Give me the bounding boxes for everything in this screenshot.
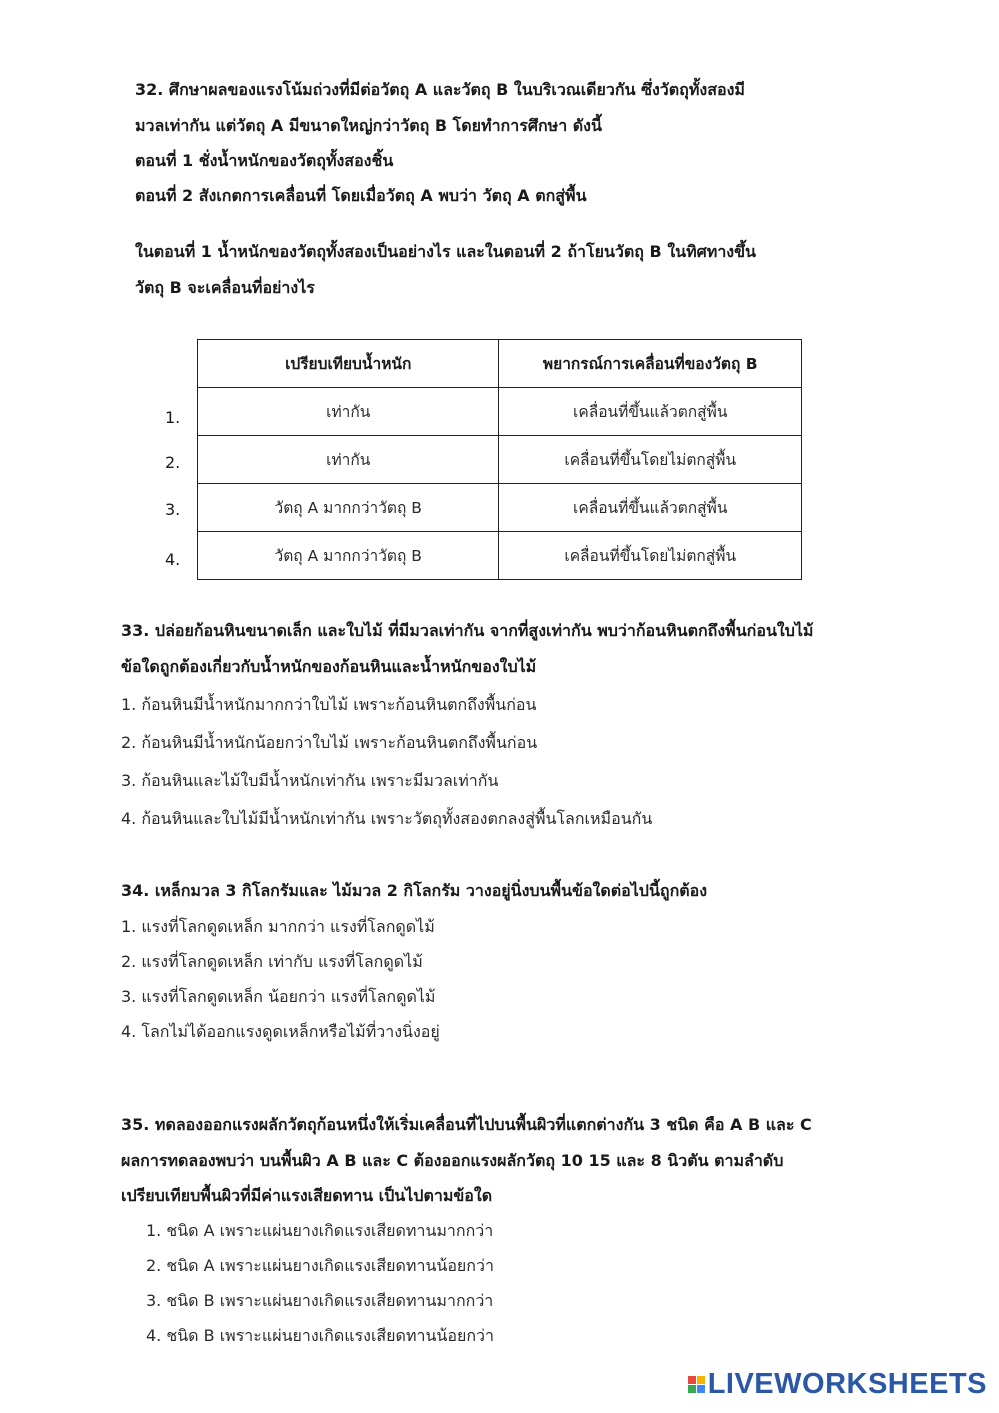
- q32-line-3: ตอนที่ 1 ชั่งน้ำหนักของวัตถุทั้งสองชิ้น: [135, 151, 394, 170]
- table-row[interactable]: [198, 436, 802, 484]
- cell-motion: เคลื่อนที่ขึ้นแล้วตกสู่พื้น: [499, 388, 802, 436]
- q33-option-4[interactable]: 4. ก้อนหินและใบไม้มีน้ำหนักเท่ากัน เพราะวัตถุทั้งสองตกลงสู่พื้นโลกเหมือนกัน: [121, 809, 653, 828]
- q33-line-1: 33. ปล่อยก้อนหินขนาดเล็ก และใบไม้ ที่มีมวลเท่ากัน จากที่สูงเท่ากัน พบว่าก้อนหินตกถึงพื้นก่อนใบไม้: [121, 621, 814, 640]
- cell-weight: เท่ากัน: [198, 388, 499, 436]
- cell-weight: เท่ากัน: [198, 436, 499, 484]
- q35-option-2[interactable]: 2. ชนิด A เพราะแผ่นยางเกิดแรงเสียดทานน้อยกว่า: [146, 1256, 494, 1275]
- q34-option-4[interactable]: 4. โลกไม่ได้ออกแรงดูดเหล็กหรือไม้ที่วางนิ่งอยู่: [121, 1022, 440, 1041]
- table-row[interactable]: [198, 484, 802, 532]
- cell-weight: วัตถุ A มากกว่าวัตถุ B: [198, 532, 499, 580]
- cell-motion: เคลื่อนที่ขึ้นแล้วตกสู่พื้น: [499, 484, 802, 532]
- q33-option-1[interactable]: 1. ก้อนหินมีน้ำหนักมากกว่าใบไม้ เพราะก้อนหินตกถึงพื้นก่อน: [121, 695, 537, 714]
- q32-row-number: 3.: [165, 500, 181, 519]
- table-row[interactable]: [198, 532, 802, 580]
- q32-row-number: 2.: [165, 453, 181, 472]
- q33-option-3[interactable]: 3. ก้อนหินและไม้ใบมีน้ำหนักเท่ากัน เพราะมีมวลเท่ากัน: [121, 771, 499, 790]
- q35-option-3[interactable]: 3. ชนิด B เพราะแผ่นยางเกิดแรงเสียดทานมากกว่า: [146, 1291, 494, 1310]
- q33-line-2: ข้อใดถูกต้องเกี่ยวกับน้ำหนักของก้อนหินและน้ำหนักของใบไม้: [121, 657, 537, 676]
- header-weight-comparison: เปรียบเทียบน้ำหนัก: [198, 340, 499, 388]
- q35-option-1[interactable]: 1. ชนิด A เพราะแผ่นยางเกิดแรงเสียดทานมากกว่า: [146, 1221, 494, 1240]
- cell-weight: วัตถุ A มากกว่าวัตถุ B: [198, 484, 499, 532]
- q32-line-2: มวลเท่ากัน แต่วัตถุ A มีขนาดใหญ่กว่าวัตถุ B โดยทำการศึกษา ดังนี้: [135, 116, 602, 135]
- q35-line-2: ผลการทดลองพบว่า บนพื้นผิว A B และ C ต้องออกแรงผลักวัตถุ 10 15 และ 8 นิวตัน ตามลำดับ: [121, 1151, 784, 1170]
- cell-motion: เคลื่อนที่ขึ้นโดยไม่ตกสู่พื้น: [499, 436, 802, 484]
- liveworksheets-logo-icon: [688, 1376, 705, 1393]
- q32-answer-table: [197, 339, 802, 580]
- q34-option-1[interactable]: 1. แรงที่โลกดูดเหล็ก มากกว่า แรงที่โลกดูดไม้: [121, 917, 435, 936]
- cell-motion: เคลื่อนที่ขึ้นโดยไม่ตกสู่พื้น: [499, 532, 802, 580]
- table-header-row: [198, 340, 802, 388]
- q32-row-number: 1.: [165, 408, 181, 427]
- header-motion-prediction: พยากรณ์การเคลื่อนที่ของวัตถุ B: [499, 340, 802, 388]
- q35-option-4[interactable]: 4. ชนิด B เพราะแผ่นยางเกิดแรงเสียดทานน้อยกว่า: [146, 1326, 494, 1345]
- logo-text: LIVEWORKSHEETS: [707, 1368, 987, 1400]
- q35-line-3: เปรียบเทียบพื้นผิวที่มีค่าแรงเสียดทาน เป็นไปตามข้อใด: [121, 1186, 493, 1205]
- q32-question-line-2: วัตถุ B จะเคลื่อนที่อย่างไร: [135, 278, 315, 297]
- table-row[interactable]: [198, 388, 802, 436]
- q34-option-3[interactable]: 3. แรงที่โลกดูดเหล็ก น้อยกว่า แรงที่โลกดูดไม้: [121, 987, 436, 1006]
- q33-option-2[interactable]: 2. ก้อนหินมีน้ำหนักน้อยกว่าใบไม้ เพราะก้อนหินตกถึงพื้นก่อน: [121, 733, 538, 752]
- liveworksheets-logo: [688, 1368, 987, 1401]
- q34-option-2[interactable]: 2. แรงที่โลกดูดเหล็ก เท่ากับ แรงที่โลกดูดไม้: [121, 952, 423, 971]
- q32-line-1: 32. ศึกษาผลของแรงโน้มถ่วงที่มีต่อวัตถุ A และวัตถุ B ในบริเวณเดียวกัน ซึ่งวัตถุทั้งสองมี: [135, 80, 745, 99]
- q34-line-1: 34. เหล็กมวล 3 กิโลกรัมและ ไม้มวล 2 กิโลกรัม วางอยู่นิ่งบนพื้นข้อใดต่อไปนี้ถูกต้อง: [121, 881, 708, 900]
- q35-line-1: 35. ทดลองออกแรงผลักวัตถุก้อนหนึ่งให้เริ่มเคลื่อนที่ไปบนพื้นผิวที่แตกต่างกัน 3 ชนิด คือ A B และ C: [121, 1115, 812, 1134]
- q32-row-number: 4.: [165, 550, 181, 569]
- q32-question-line-1: ในตอนที่ 1 น้ำหนักของวัตถุทั้งสองเป็นอย่างไร และในตอนที่ 2 ถ้าโยนวัตถุ B ในทิศทางขึ้น: [135, 242, 756, 261]
- q32-line-4: ตอนที่ 2 สังเกตการเคลื่อนที่ โดยเมื่อวัตถุ A พบว่า วัตถุ A ตกสู่พื้น: [135, 186, 587, 205]
